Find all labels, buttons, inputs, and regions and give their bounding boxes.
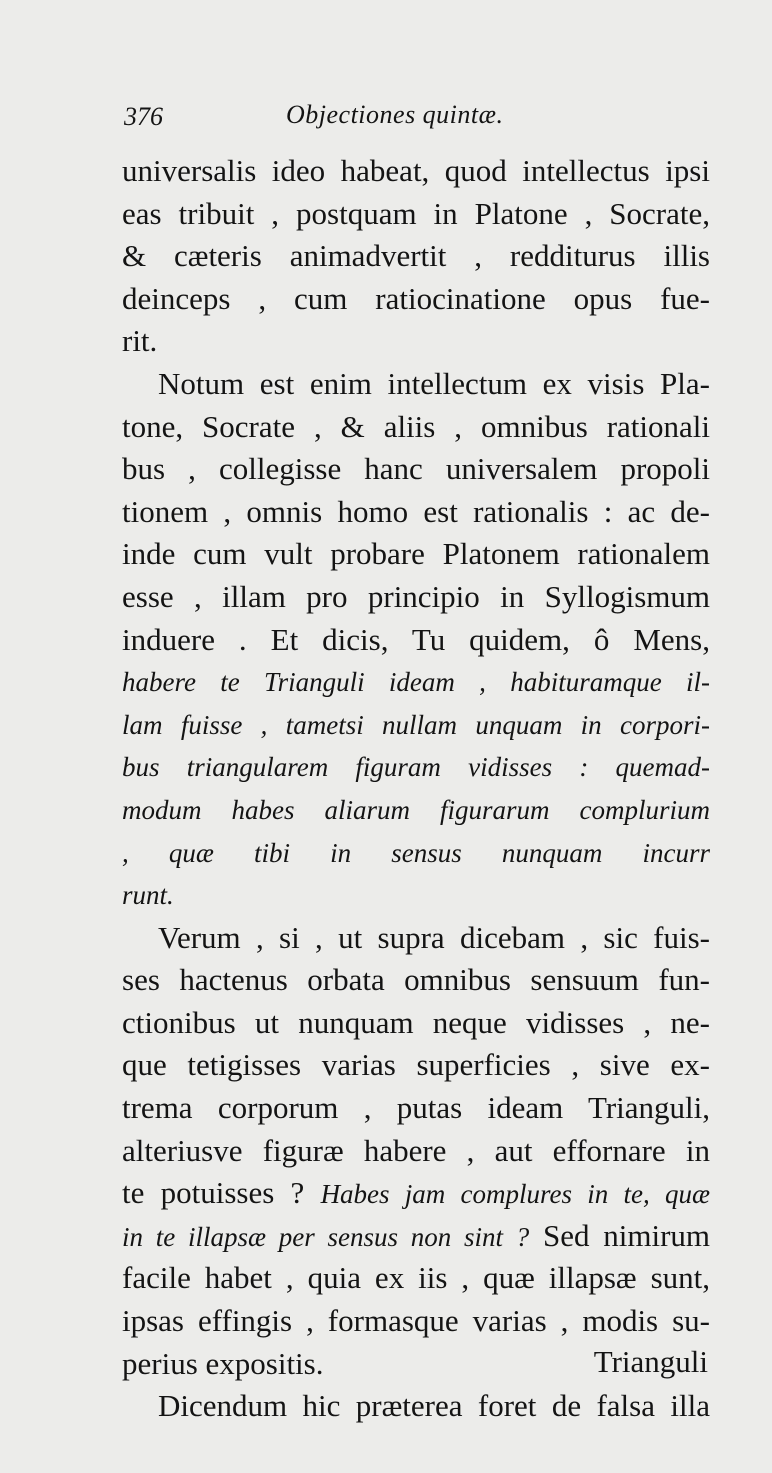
italic-text-line: runt. [122,880,174,911]
body-text [122,150,710,1428]
text-line: deinceps , cum ratiocinatione opus fue- [122,280,710,316]
text-line: perius expositis. [122,1345,324,1381]
text-line: trema corporum , putas ideam Trianguli, [122,1090,710,1126]
catchword: Trianguli [593,1344,708,1379]
text-line: universalis ideo habeat, quod intellectus ipsi [122,153,710,188]
italic-text-line: lam fuisse , tametsi nullam unquam in corpori- [122,709,710,740]
text-line: ipsas effingis , formasque varias , modis su- [122,1303,710,1339]
text-line: eas tribuit , postquam in Platone , Socrate, [122,195,710,231]
italic-text-line: , quæ tibi in sensus nunquam incurr [122,837,710,868]
text-line: bus , collegisse hanc universalem propoli [122,451,710,487]
mixed-text-line [122,1215,710,1258]
text-line: Notum est enim intellectum ex visis Pla- [158,365,710,401]
page-number: 376 [124,102,163,131]
text-line: & cæteris animadvertit , redditurus illis [122,238,710,274]
text-line: inde cum vult probare Platonem rationalem [122,536,710,572]
text-line: tionem , omnis homo est rationalis : ac de- [122,493,710,529]
text-line: que tetigisses varias superficies , sive ex- [122,1047,710,1083]
mixed-text-line [122,1172,710,1215]
running-title: Objectiones quintæ. [286,100,504,129]
italic-text-segment: Habes jam complures in te, quæ [320,1179,710,1210]
text-line: induere . Et dicis, Tu quidem, ô Mens, [122,621,710,657]
text-line: Dicendum hic præterea foret de falsa illa [158,1388,710,1424]
text-line: esse , illam pro principio in Syllogismum [122,578,710,614]
text-line: alteriusve figuræ habere , aut effornare in [122,1132,710,1168]
text-segment: te potuisses ? [122,1175,305,1211]
italic-text-line: bus triangularem figuram vidisses : quemad- [122,752,710,783]
page-header [124,100,724,140]
text-segment: Sed nimirum [542,1217,710,1253]
text-line: facile habet , quia ex iis , quæ illapsæ sunt, [122,1260,710,1296]
text-line: ses hactenus orbata omnibus sensuum fun- [122,962,710,998]
text-line: ctionibus ut nunquam neque vidisses , ne- [122,1004,710,1040]
italic-text-line: habere te Trianguli ideam , habituramque il- [122,667,710,698]
text-line: rit. [122,323,158,359]
text-line: tone, Socrate , & aliis , omnibus rationali [122,408,710,444]
italic-text-line: modum habes aliarum figurarum complurium [122,794,710,825]
text-line: Verum , si , ut supra dicebam , sic fuis- [158,919,710,955]
italic-text-segment: in te illapsæ per sensus non sint ? [122,1221,530,1252]
